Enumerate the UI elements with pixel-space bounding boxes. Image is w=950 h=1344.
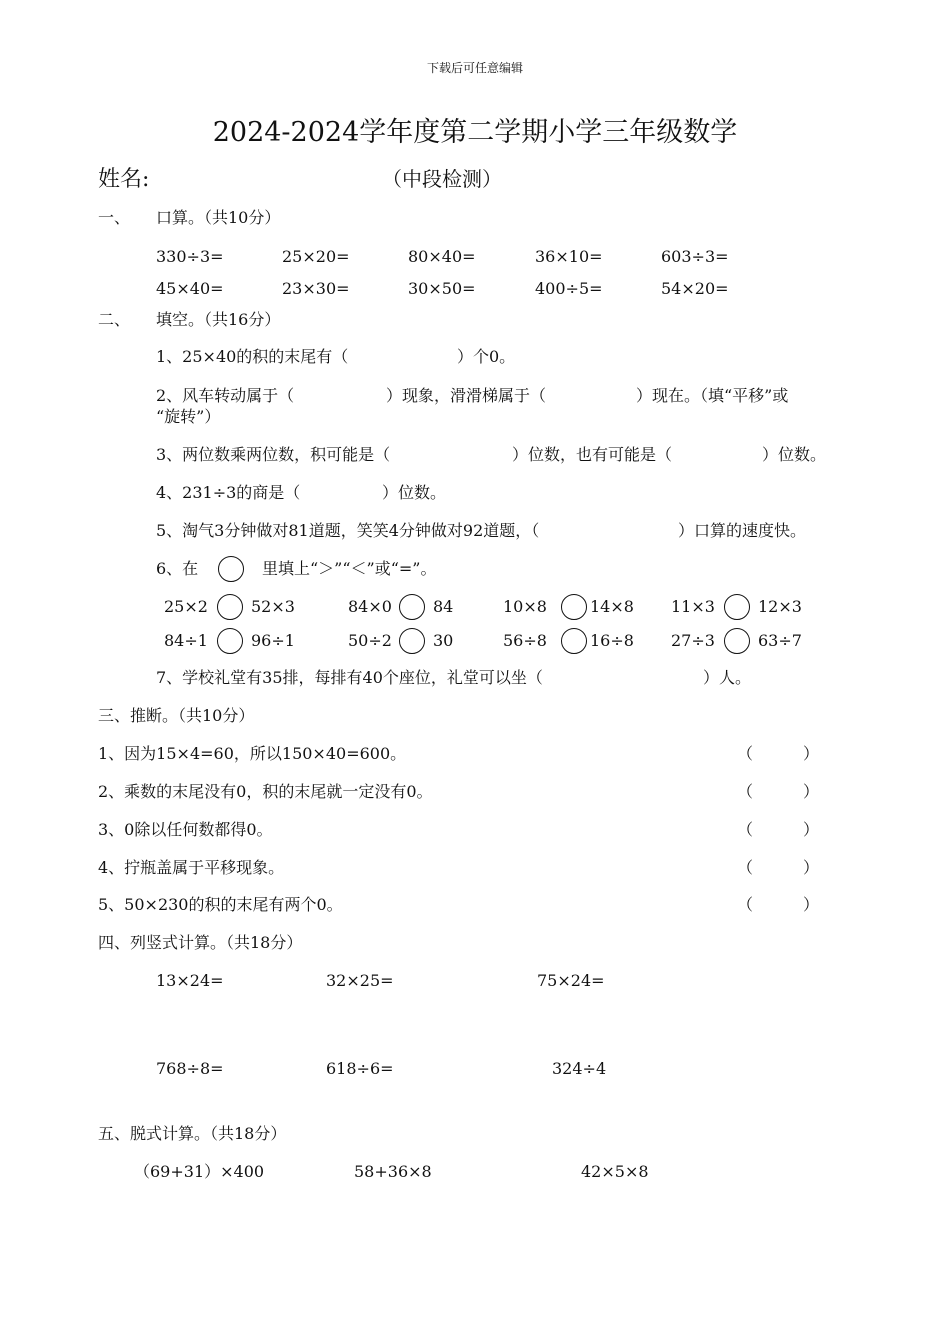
judge-paren-open: （	[737, 858, 754, 877]
fill-q1-text: ）个0。	[457, 347, 516, 366]
compare-right: 63÷7	[758, 631, 802, 650]
oral-item: 30×50=	[408, 279, 476, 298]
name-label: 姓名:	[98, 167, 150, 192]
compare-circle-icon	[399, 594, 425, 620]
fill-q5-text: ）口算的速度快。	[678, 521, 807, 540]
oral-item: 400÷5=	[535, 279, 603, 298]
judge-paren-close: ）	[803, 858, 820, 877]
oral-item: 36×10=	[535, 247, 603, 266]
compare-right: 52×3	[251, 597, 295, 616]
compare-left: 11×3	[671, 597, 715, 616]
judge-paren-close: ）	[803, 895, 820, 914]
stepwise-calc-item: 42×5×8	[581, 1162, 649, 1181]
compare-right: 12×3	[758, 597, 802, 616]
compare-circle-icon	[399, 628, 425, 654]
section5-heading: 五、脱式计算。（共18分）	[98, 1124, 287, 1143]
compare-left: 56÷8	[503, 631, 547, 650]
judge-paren-open: （	[737, 820, 754, 839]
section2-heading: 填空。（共16分）	[156, 310, 281, 329]
fill-q2-text: “旋转”）	[156, 407, 221, 426]
vertical-calc-item: 324÷4	[552, 1059, 607, 1078]
fill-q6-text: 里填上“＞”“＜”或“=”。	[262, 559, 437, 578]
fill-q3-text: ）位数，也有可能是（	[512, 445, 673, 464]
compare-right: 16÷8	[590, 631, 634, 650]
judge-paren-open: （	[737, 895, 754, 914]
judge-item: 2、乘数的末尾没有0，积的末尾就一定没有0。	[98, 782, 433, 801]
compare-left: 84÷1	[164, 631, 208, 650]
compare-left: 27÷3	[671, 631, 715, 650]
page-header: 下载后可任意编辑	[426, 61, 523, 75]
oral-item: 45×40=	[156, 279, 224, 298]
stepwise-calc-item: 58+36×8	[354, 1162, 432, 1181]
judge-paren-close: ）	[803, 744, 820, 763]
judge-item: 1、因为15×4=60，所以150×40=600。	[98, 744, 407, 763]
compare-left: 25×2	[164, 597, 208, 616]
compare-left: 10×8	[503, 597, 547, 616]
fill-q2-text: ）现象，滑滑梯属于（	[386, 386, 547, 405]
compare-circle-icon	[724, 594, 750, 620]
judge-paren-close: ）	[803, 820, 820, 839]
vertical-calc-item: 75×24=	[537, 971, 605, 990]
fill-q3-text: 3、两位数乘两位数，积可能是（	[156, 445, 391, 464]
fill-q4-text: 4、231÷3的商是（	[156, 483, 301, 502]
compare-circle-icon	[218, 556, 244, 582]
judge-paren-close: ）	[803, 782, 820, 801]
oral-item: 23×30=	[282, 279, 350, 298]
judge-paren-open: （	[737, 744, 754, 763]
exam-title: 2024-2024学年度第二学期小学三年级数学	[212, 117, 738, 148]
fill-q1-text: 1、25×40的积的末尾有（	[156, 347, 349, 366]
fill-q3-text: ）位数。	[762, 445, 827, 464]
oral-item: 80×40=	[408, 247, 476, 266]
stepwise-calc-item: （69+31）×400	[134, 1162, 265, 1181]
compare-left: 50÷2	[348, 631, 392, 650]
vertical-calc-item: 13×24=	[156, 971, 224, 990]
vertical-calc-item: 618÷6=	[326, 1059, 394, 1078]
oral-item: 54×20=	[661, 279, 729, 298]
section1-number: 一、	[98, 208, 131, 227]
exam-subtitle: （中段检测）	[382, 167, 502, 191]
section1-heading: 口算。（共10分）	[156, 208, 281, 227]
compare-right: 30	[433, 631, 454, 650]
compare-right: 14×8	[590, 597, 634, 616]
compare-circle-icon	[724, 628, 750, 654]
compare-left: 84×0	[348, 597, 392, 616]
fill-q2-text: ）现在。（填“平移”或	[636, 386, 789, 405]
section2-number: 二、	[98, 310, 131, 329]
compare-circle-icon	[217, 628, 243, 654]
fill-q4-text: ）位数。	[382, 483, 447, 502]
judge-item: 5、50×230的积的末尾有两个0。	[98, 895, 343, 914]
section4-heading: 四、列竖式计算。（共18分）	[98, 933, 303, 952]
compare-right: 84	[433, 597, 454, 616]
compare-circle-icon	[561, 628, 587, 654]
fill-q7-text: ）人。	[703, 668, 752, 687]
compare-circle-icon	[217, 594, 243, 620]
judge-item: 4、拧瓶盖属于平移现象。	[98, 858, 285, 877]
vertical-calc-item: 32×25=	[326, 971, 394, 990]
vertical-calc-item: 768÷8=	[156, 1059, 224, 1078]
oral-item: 25×20=	[282, 247, 350, 266]
fill-q6-text: 6、在	[156, 559, 199, 578]
section3-heading: 三、推断。（共10分）	[98, 706, 255, 725]
fill-q5-text: 5、淘气3分钟做对81道题，笑笑4分钟做对92道题，（	[156, 521, 540, 540]
judge-paren-open: （	[737, 782, 754, 801]
fill-q2-text: 2、风车转动属于（	[156, 386, 295, 405]
oral-item: 330÷3=	[156, 247, 224, 266]
compare-right: 96÷1	[251, 631, 295, 650]
judge-item: 3、0除以任何数都得0。	[98, 820, 273, 839]
fill-q7-text: 7、学校礼堂有35排，每排有40个座位，礼堂可以坐（	[156, 668, 543, 687]
compare-circle-icon	[561, 594, 587, 620]
oral-item: 603÷3=	[661, 247, 729, 266]
